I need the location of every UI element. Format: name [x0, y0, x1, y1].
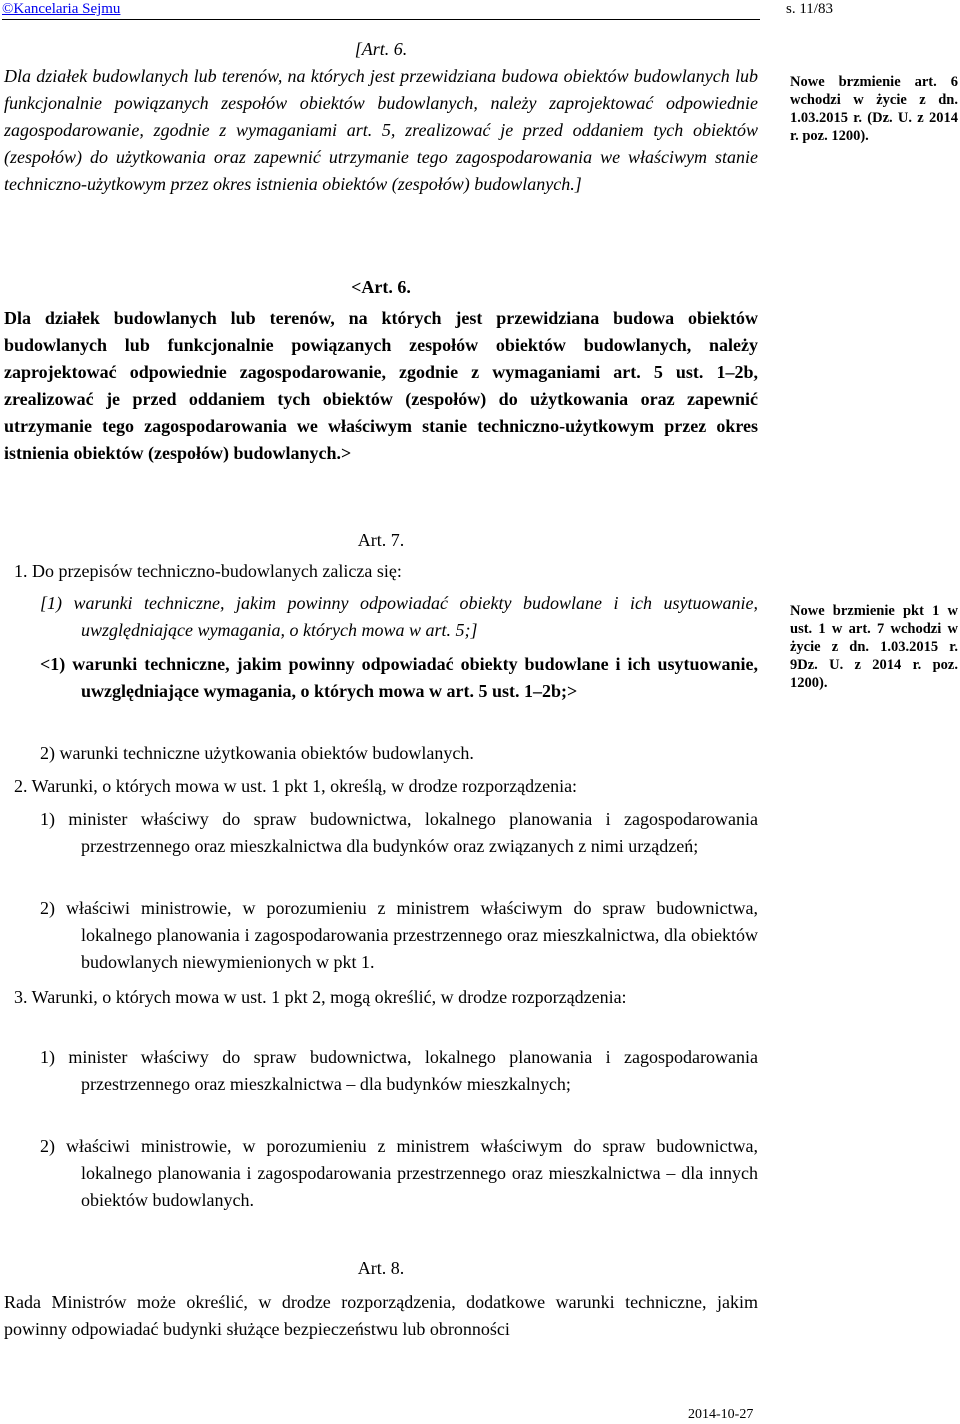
art8-text: Rada Ministrów może określić, w drodze rozporządzenia, dodatkowe warunki techniczne, jakim powinny odpowiadać budynki służące bezpieczeństwu lub obronności — [4, 1292, 758, 1339]
header-divider — [2, 19, 760, 20]
art7-ust1-pkt1-old: [1) warunki techniczne, jakim powinny odpowiadać obiekty budowlane i ich usytuowanie, uwzględniające wymagania, o których mowa w art. 5;] — [40, 593, 758, 640]
header-copyright-link[interactable] — [2, 0, 120, 18]
art6-new-heading: <Art. 6. — [351, 277, 411, 297]
art7-ust1: 1. Do przepisów techniczno-budowlanych zalicza się: — [14, 561, 402, 581]
note-art6: Nowe brzmienie art. 6 wchodzi w życie z dn. 1.03.2015 r. (Dz. U. z 2014 r. poz. 1200). — [790, 74, 958, 144]
note-art7: Nowe brzmienie pkt 1 w ust. 1 w art. 7 wchodzi w życie z dn. 1.03.2015 r. 9Dz. U. z 2014 r. poz. 1200). — [790, 603, 958, 691]
art7-ust3-pkt2: 2) właściwi ministrowie, w porozumieniu z ministrem właściwym do spraw budownictwa, lokalnego planowania i zagospodarowania przestrzennego oraz mieszkalnictwa – dla innych obiektów budowlanych. — [40, 1136, 758, 1210]
header-page-number: s. 11/83 — [786, 1, 833, 17]
art7-ust2: 2. Warunki, o których mowa w ust. 1 pkt 1, określą, w drodze rozporządzenia: — [14, 776, 578, 796]
art7-heading: Art. 7. — [357, 530, 405, 550]
art7-ust3: 3. Warunki, o których mowa w ust. 1 pkt 2, mogą określić, w drodze rozporządzenia: — [14, 987, 627, 1007]
art7-ust2-pkt2: 2) właściwi ministrowie, w porozumieniu z ministrem właściwym do spraw budownictwa, lokalnego planowania i zagospodarowania przestrzennego oraz mieszkalnictwa, dla obiektów budowlanych niewymienionych w pkt 1. — [40, 898, 758, 972]
art7-ust1-pkt2: 2) warunki techniczne użytkowania obiektów budowlanych. — [40, 743, 474, 763]
art7-ust1-pkt1-new: <1) warunki techniczne, jakim powinny odpowiadać obiekty budowlane i ich usytuowanie, uwzględniające wymagania, o których mowa w art. 5 ust. 1–2b;> — [40, 654, 758, 701]
copyright-link[interactable]: ©Kancelaria Sejmu — [2, 1, 121, 17]
art6-old-heading: [Art. 6. — [354, 39, 408, 59]
art7-ust3-pkt1: 1) minister właściwy do spraw budownictwa, lokalnego planowania i zagospodarowania przestrzennego oraz mieszkalnictwa – dla budynków mieszkalnych; — [40, 1047, 758, 1094]
art7-ust2-pkt1: 1) minister właściwy do spraw budownictwa, lokalnego planowania i zagospodarowania przestrzennego oraz mieszkalnictwa dla budynków oraz związanych z nimi urządzeń; — [40, 809, 758, 856]
art6-old-text: Dla działek budowlanych lub terenów, na których jest przewidziana budowa obiektów budowlanych lub funkcjonalnie powiązanych zespołów obiektów budowlanych, należy zaprojektować odpowiednie zagospodarowanie, zgodnie z wymaganiami art. 5, zrealizować je przed oddaniem tych obiektów (zespołów) do użytkowania oraz zapewnić utrzymanie tego zagospodarowania we właściwym stanie techniczno-użytkowym przez okres istnienia obiektów (zespołów) budowlanych.] — [4, 66, 758, 194]
art8-heading: Art. 8. — [357, 1258, 405, 1278]
art6-new-text: Dla działek budowlanych lub terenów, na których jest przewidziana budowa obiektów budowlanych lub funkcjonalnie powiązanych zespołów obiektów budowlanych, należy zaprojektować odpowiednie zagospodarowanie, zgodnie z wymaganiami art. 5 ust. 1–2b, zrealizować je przed oddaniem tych obiektów (zespołów) do użytkowania oraz zapewnić utrzymanie tego zagospodarowania we właściwym stanie techniczno-użytkowym przez okres istnienia obiektów (zespołów) budowlanych.> — [4, 308, 758, 463]
footer-date: 2014-10-27 — [688, 1407, 754, 1422]
